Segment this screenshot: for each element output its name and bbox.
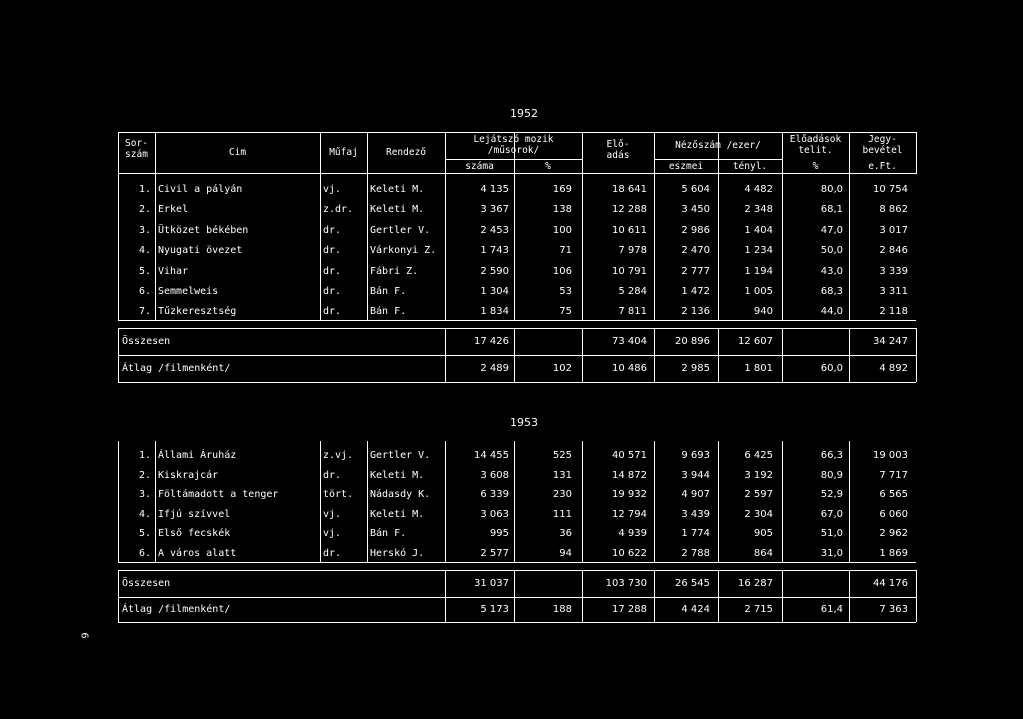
header-lejatszo-pct: % — [545, 161, 551, 172]
film-title: Ifjú szívvel — [158, 508, 231, 520]
value-cell: 3 017 — [879, 224, 908, 236]
avg-pct: 188 — [552, 603, 572, 615]
value-cell: 230 — [552, 489, 572, 501]
row-number: 4. — [138, 508, 151, 520]
row-number: 5. — [138, 265, 151, 277]
avg-top-rule — [118, 355, 916, 356]
value-cell: 1 194 — [744, 265, 773, 277]
value-cell: 7 717 — [879, 469, 908, 481]
value-cell: 14 872 — [612, 469, 647, 481]
value-cell: 111 — [552, 508, 572, 520]
value-cell: 66,3 — [820, 450, 843, 461]
value-cell: 2 453 — [480, 224, 509, 236]
value-cell: 52,9 — [820, 489, 843, 501]
avg-eloadas: 17 288 — [612, 603, 647, 615]
value-cell: 12 794 — [612, 508, 647, 520]
film-title: A város alatt — [158, 548, 237, 559]
avg-bottom-rule — [118, 382, 916, 383]
value-cell: 67,0 — [820, 508, 843, 520]
body-column-rule — [155, 441, 156, 562]
year-heading-1952: 1952 — [510, 107, 538, 120]
film-title: Nyugati övezet — [158, 245, 243, 257]
genre: dr. — [323, 306, 342, 318]
total-bevetel: 34 247 — [873, 335, 908, 347]
total-tenyl: 16 287 — [738, 577, 773, 589]
value-cell: 6 565 — [879, 489, 908, 501]
total-eszmei: 20 896 — [675, 335, 710, 347]
avg-eszmei: 2 985 — [681, 362, 710, 374]
avg-eloadas: 10 486 — [612, 362, 647, 374]
value-cell: 4 135 — [480, 184, 509, 195]
value-cell: 100 — [552, 224, 572, 236]
header-cim: Cim — [228, 147, 247, 158]
total-label: Összesen — [122, 335, 171, 347]
value-cell: 31,0 — [820, 548, 843, 559]
header-lejatszo-szama: száma — [465, 161, 494, 172]
value-cell: 3 608 — [480, 469, 509, 481]
value-cell: 1 234 — [744, 245, 773, 257]
genre: dr. — [323, 265, 342, 277]
value-cell: 1 404 — [744, 224, 773, 236]
value-cell: 43,0 — [820, 265, 843, 277]
film-title: Tűzkeresztség — [158, 306, 237, 318]
header-nezoszam: Nézőszám /ezer/ — [675, 140, 761, 151]
value-cell: 1 834 — [480, 306, 509, 318]
value-cell: 8 862 — [879, 204, 908, 216]
genre: vj. — [323, 528, 342, 540]
value-cell: 2 304 — [744, 508, 773, 520]
header-column-rule — [916, 132, 917, 174]
value-cell: 2 846 — [879, 245, 908, 257]
value-cell: 3 063 — [480, 508, 509, 520]
value-cell: 2 136 — [681, 306, 710, 318]
genre: dr. — [323, 286, 342, 297]
row-number: 2. — [138, 204, 151, 216]
value-cell: 44,0 — [820, 306, 843, 318]
total-right-rule — [916, 570, 917, 622]
body-column-rule — [320, 441, 321, 562]
genre: vj. — [323, 508, 342, 520]
film-title: Állami Áruház — [158, 450, 237, 461]
director: Bán F. — [370, 286, 407, 297]
value-cell: 106 — [552, 265, 572, 277]
genre: z.dr. — [323, 204, 354, 216]
value-cell: 2 577 — [480, 548, 509, 559]
value-cell: 525 — [552, 450, 572, 461]
value-cell: 53 — [559, 286, 572, 297]
year-heading-1953: 1953 — [510, 416, 538, 429]
genre: dr. — [323, 469, 342, 481]
header-eloadasok: Előadások telit. — [789, 134, 842, 156]
avg-bevetel: 4 892 — [879, 362, 908, 374]
value-cell: 1 743 — [480, 245, 509, 257]
value-cell: 10 791 — [612, 265, 647, 277]
header-telit-pct: % — [812, 161, 819, 172]
header-top-rule — [118, 132, 916, 133]
header-jegy-unit: e.Ft. — [868, 161, 897, 172]
value-cell: 2 590 — [480, 265, 509, 277]
value-cell: 7 978 — [618, 245, 647, 257]
value-cell: 2 962 — [879, 528, 908, 540]
value-cell: 10 754 — [873, 184, 908, 195]
row-number: 5. — [138, 528, 151, 540]
total-label: Összesen — [122, 577, 171, 589]
genre: z.vj. — [323, 450, 354, 461]
value-cell: 7 811 — [618, 306, 647, 318]
body-column-rule — [367, 441, 368, 562]
value-cell: 4 482 — [744, 184, 773, 195]
value-cell: 2 777 — [681, 265, 710, 277]
row-number: 3. — [138, 489, 151, 501]
row-number: 6. — [138, 548, 151, 559]
film-title: Első fecskék — [158, 528, 231, 540]
value-cell: 68,3 — [820, 286, 843, 297]
value-cell: 75 — [559, 306, 572, 318]
genre: dr. — [323, 548, 342, 559]
value-cell: 71 — [559, 245, 572, 257]
row-number: 1. — [138, 184, 151, 195]
page-number: 6 — [78, 632, 90, 639]
value-cell: 864 — [753, 548, 773, 559]
value-cell: 18 641 — [612, 184, 647, 195]
value-cell: 905 — [753, 528, 773, 540]
avg-bottom-rule — [118, 622, 916, 623]
row-number: 1. — [138, 450, 151, 461]
value-cell: 51,0 — [820, 528, 843, 540]
value-cell: 5 604 — [681, 184, 710, 195]
value-cell: 1 005 — [744, 286, 773, 297]
film-title: Kiskrajcár — [158, 469, 219, 481]
value-cell: 80,0 — [820, 184, 843, 195]
row-number: 6. — [138, 286, 151, 297]
film-title: Föltámadott a tenger — [158, 489, 279, 501]
row-number: 3. — [138, 224, 151, 236]
value-cell: 138 — [552, 204, 572, 216]
value-cell: 940 — [753, 306, 773, 318]
value-cell: 169 — [552, 184, 572, 195]
total-szama: 31 037 — [474, 577, 509, 589]
film-title: Vihar — [158, 265, 189, 277]
value-cell: 2 348 — [744, 204, 773, 216]
body-column-rule — [155, 174, 156, 320]
value-cell: 10 622 — [612, 548, 647, 559]
director: Gertler V. — [370, 224, 431, 236]
header-tenyl: tényl. — [732, 161, 768, 172]
value-cell: 3 192 — [744, 469, 773, 481]
total-szama: 17 426 — [474, 335, 509, 347]
value-cell: 1 774 — [681, 528, 710, 540]
value-cell: 80,9 — [820, 469, 843, 481]
value-cell: 6 060 — [879, 508, 908, 520]
avg-label: Átlag /filmenként/ — [122, 603, 231, 615]
avg-tenyl: 1 801 — [744, 362, 773, 374]
body-bottom-rule — [118, 320, 916, 321]
value-cell: 19 932 — [612, 489, 647, 501]
total-top-rule — [118, 328, 916, 329]
value-cell: 2 986 — [681, 224, 710, 236]
total-eloadas: 73 404 — [612, 335, 647, 347]
header-lejatszo: Lejátszó mozik /műsorok/ — [473, 134, 554, 156]
director: Bán F. — [370, 306, 407, 318]
value-cell: 3 944 — [681, 469, 710, 481]
avg-label: Átlag /filmenként/ — [122, 362, 231, 374]
avg-telit: 61,4 — [820, 603, 843, 615]
director: Herskó J. — [370, 548, 425, 559]
value-cell: 47,0 — [820, 224, 843, 236]
director: Fábri Z. — [370, 265, 419, 277]
total-tenyl: 12 607 — [738, 335, 773, 347]
total-top-rule — [118, 570, 916, 571]
header-mufaj: Műfaj — [329, 147, 358, 158]
row-number: 2. — [138, 469, 151, 481]
total-bevetel: 44 176 — [873, 577, 908, 589]
value-cell: 2 788 — [681, 548, 710, 559]
value-cell: 1 472 — [681, 286, 710, 297]
avg-szama: 5 173 — [480, 603, 509, 615]
film-title: Erkel — [158, 204, 189, 216]
director: Keleti M. — [370, 469, 425, 481]
value-cell: 9 693 — [681, 450, 710, 461]
value-cell: 4 907 — [681, 489, 710, 501]
avg-top-rule — [118, 597, 916, 598]
total-eszmei: 26 545 — [675, 577, 710, 589]
avg-tenyl: 2 715 — [744, 603, 773, 615]
body-bottom-rule — [118, 562, 916, 563]
header-sorszam: Sor- szám — [125, 138, 148, 160]
total-eloadas: 103 730 — [605, 577, 647, 589]
film-title: Civil a pályán — [158, 184, 243, 195]
value-cell: 131 — [552, 469, 572, 481]
value-cell: 94 — [559, 548, 572, 559]
genre: dr. — [323, 245, 342, 257]
row-number: 4. — [138, 245, 151, 257]
film-title: Semmelweis — [158, 286, 219, 297]
value-cell: 68,1 — [820, 204, 843, 216]
avg-pct: 102 — [552, 362, 572, 374]
value-cell: 3 450 — [681, 204, 710, 216]
total-left-rule — [118, 570, 119, 622]
director: Bán F. — [370, 528, 407, 540]
director: Keleti M. — [370, 184, 425, 195]
header-rendezo: Rendező — [385, 147, 427, 158]
value-cell: 5 284 — [618, 286, 647, 297]
avg-szama: 2 489 — [480, 362, 509, 374]
value-cell: 1 869 — [879, 548, 908, 559]
value-cell: 50,0 — [820, 245, 843, 257]
value-cell: 40 571 — [612, 450, 647, 461]
value-cell: 6 425 — [744, 450, 773, 461]
value-cell: 12 288 — [612, 204, 647, 216]
value-cell: 3 439 — [681, 508, 710, 520]
value-cell: 2 597 — [744, 489, 773, 501]
row-number: 7. — [138, 306, 151, 318]
director: Keleti M. — [370, 204, 425, 216]
avg-bevetel: 7 363 — [879, 603, 908, 615]
avg-eszmei: 4 424 — [681, 603, 710, 615]
value-cell: 6 339 — [480, 489, 509, 501]
value-cell: 995 — [489, 528, 509, 540]
header-bottom-rule — [118, 173, 916, 174]
value-cell: 4 939 — [618, 528, 647, 540]
body-column-rule — [320, 174, 321, 320]
value-cell: 3 339 — [879, 265, 908, 277]
value-cell: 36 — [559, 528, 572, 540]
value-cell: 14 455 — [474, 450, 509, 461]
value-cell: 19 003 — [873, 450, 908, 461]
director: Várkonyi Z. — [370, 245, 437, 257]
director: Nádasdy K. — [370, 489, 431, 501]
value-cell: 3 367 — [480, 204, 509, 216]
avg-telit: 60,0 — [820, 362, 843, 374]
film-title: Ütközet békében — [158, 224, 249, 236]
director: Gertler V. — [370, 450, 431, 461]
total-right-rule — [916, 328, 917, 382]
value-cell: 10 611 — [612, 224, 647, 236]
header-eszmei: eszmei — [668, 161, 704, 172]
director: Keleti M. — [370, 508, 425, 520]
value-cell: 2 470 — [681, 245, 710, 257]
header-eloadas: Elő- adás — [606, 139, 630, 161]
header-jegybevetel: Jegy- bevétel — [862, 134, 903, 156]
genre: tört. — [323, 489, 354, 501]
value-cell: 1 304 — [480, 286, 509, 297]
value-cell: 2 118 — [879, 306, 908, 318]
value-cell: 3 311 — [879, 286, 908, 297]
genre: dr. — [323, 224, 342, 236]
body-column-rule — [367, 174, 368, 320]
genre: vj. — [323, 184, 342, 195]
